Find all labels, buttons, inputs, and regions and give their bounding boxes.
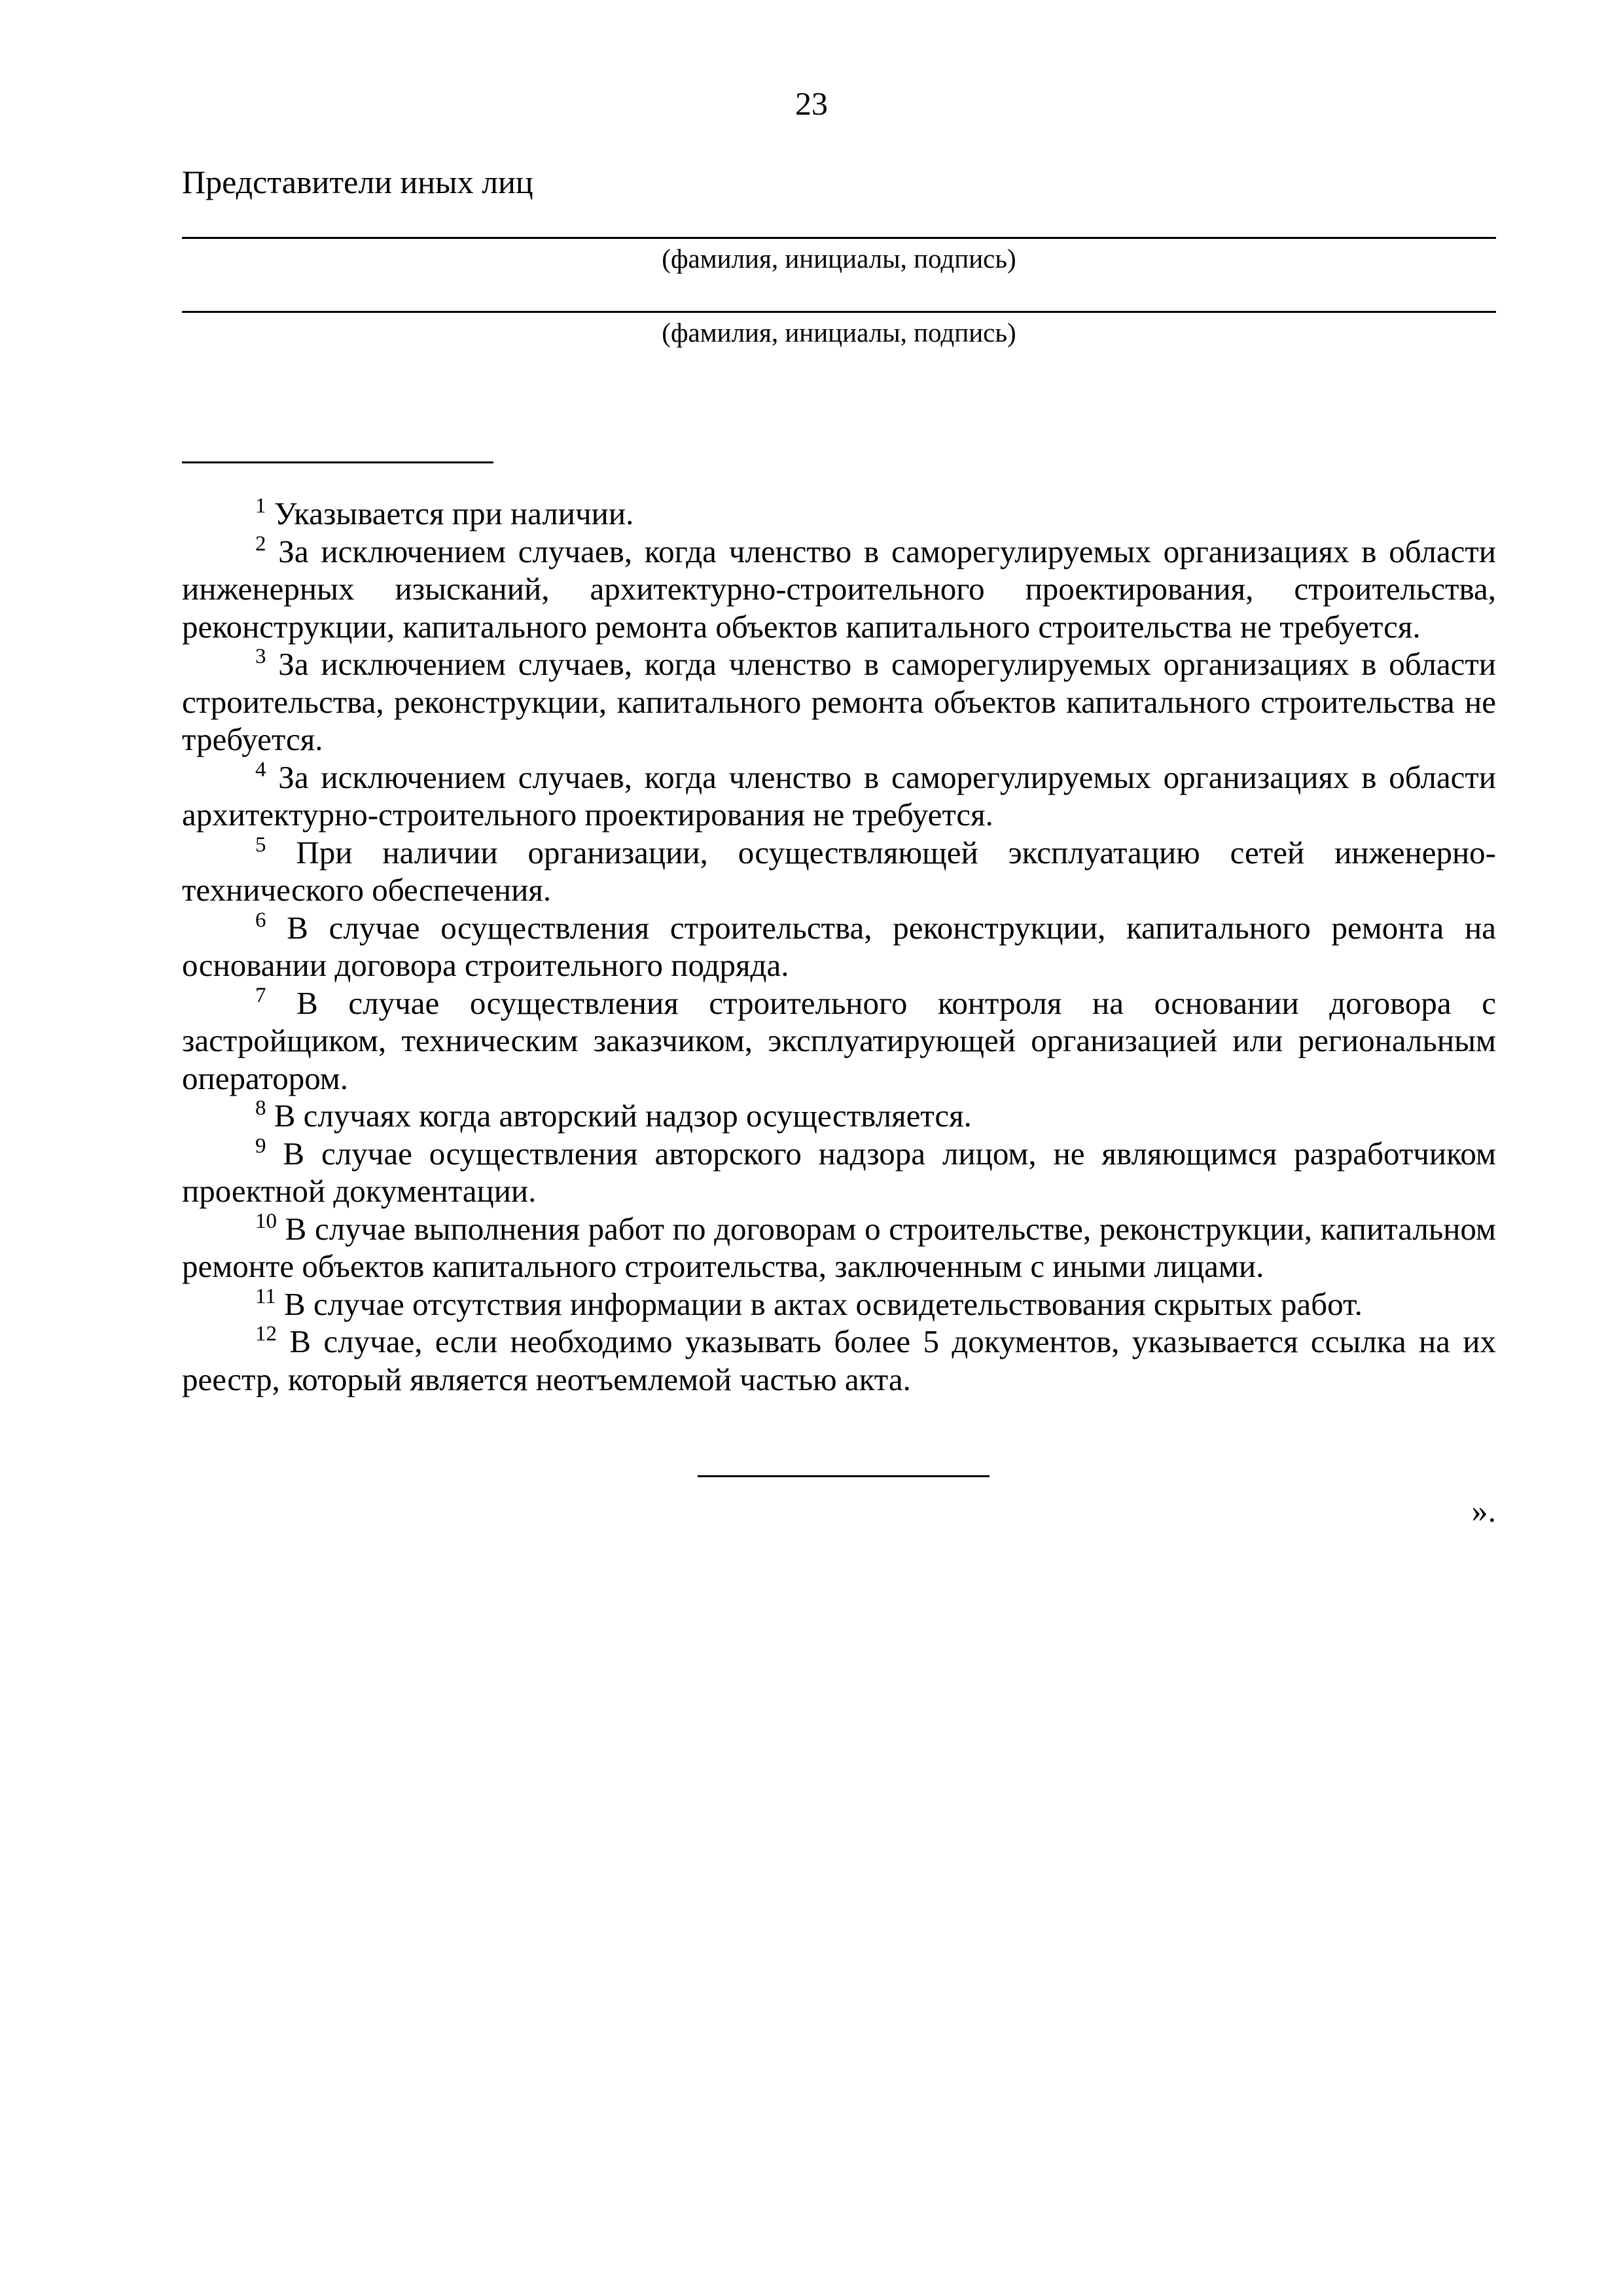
- footnote-number: 7: [255, 983, 266, 1007]
- footnote-number: 1: [255, 494, 266, 518]
- footnote: [182, 645, 1496, 759]
- footnote-text: В случае отсутствия информации в актах освидетельствования скрытых работ.: [284, 1285, 1363, 1322]
- signature-caption: (фамилия, инициалы, подпись): [662, 243, 1016, 274]
- footnote-text: В случае осуществления строительства, реконструкции, капитального ремонта на основании договора строительного подряда.: [182, 909, 1496, 983]
- footnote: [182, 1210, 1496, 1285]
- signature-line: [182, 311, 1496, 313]
- footnote: [182, 1135, 1496, 1210]
- section-heading: Представители иных лиц: [182, 164, 533, 200]
- footnote: [182, 1097, 1496, 1135]
- footnote-number: 8: [255, 1096, 266, 1120]
- footnote: [182, 834, 1496, 909]
- footnote-number: 6: [255, 908, 266, 932]
- footnote-text: За исключением случаев, когда членство в саморегулируемых организациях в области архитектурно-строительного проектирования не требуется.: [182, 759, 1497, 833]
- footnote: [182, 759, 1496, 834]
- footnote-text: В случае, если необходимо указывать более 5 документов, указывается ссылка на их реестр, который является неотъемлемой частью акта.: [182, 1323, 1496, 1397]
- signature-line: [182, 237, 1496, 239]
- footnote: [182, 533, 1496, 646]
- closing-quote-mark: ».: [1471, 1492, 1496, 1529]
- footnote-text: За исключением случаев, когда членство в саморегулируемых организациях в области инженерных изысканий, архитектурно-строительного проектирования, строительства, реконструкции, капитального ремонта объектов капитального строительства не требуется.: [182, 533, 1497, 645]
- footnote: [182, 984, 1496, 1098]
- footnote-text: В случаях когда авторский надзор осуществляется.: [274, 1098, 972, 1134]
- footnote: [182, 1285, 1496, 1323]
- page-number: 23: [795, 85, 828, 122]
- footnote-number: 9: [255, 1134, 266, 1158]
- footnote-text: Указывается при наличии.: [274, 495, 634, 531]
- footnote-number: 2: [255, 531, 266, 556]
- footnote-text: В случае осуществления авторского надзора лицом, не являющимся разработчиком проектной документации.: [182, 1135, 1497, 1209]
- end-of-document-line: [698, 1475, 990, 1477]
- footnote-number: 4: [255, 757, 266, 781]
- footnote-text: В случае осуществления строительного контроля на основании договора с застройщиком, техническим заказчиком, эксплуатирующей организацией или региональным оператором.: [182, 984, 1497, 1096]
- footnote-number: 11: [255, 1284, 276, 1308]
- footnote-text: За исключением случаев, когда членство в саморегулируемых организациях в области строительства, реконструкции, капитального ремонта объектов капитального строительства не требуется.: [182, 646, 1497, 757]
- footnote-number: 10: [255, 1209, 277, 1233]
- footnote-text: При наличии организации, осуществляющей эксплуатацию сетей инженерно-технического обеспечения.: [182, 834, 1496, 908]
- footnote-number: 5: [255, 833, 266, 857]
- footnote: [182, 495, 1496, 533]
- footnote-text: В случае выполнения работ по договорам о строительстве, реконструкции, капитальном ремонте объектов капитального строительства, заключенным с иными лицами.: [182, 1210, 1496, 1284]
- footnote-number: 3: [255, 645, 266, 668]
- footnote-separator: [182, 461, 493, 463]
- footnote: [182, 1323, 1496, 1398]
- signature-caption: (фамилия, инициалы, подпись): [662, 317, 1016, 348]
- footnote: [182, 909, 1496, 984]
- footnote-number: 12: [255, 1322, 277, 1346]
- footnotes-list: [182, 495, 1496, 1398]
